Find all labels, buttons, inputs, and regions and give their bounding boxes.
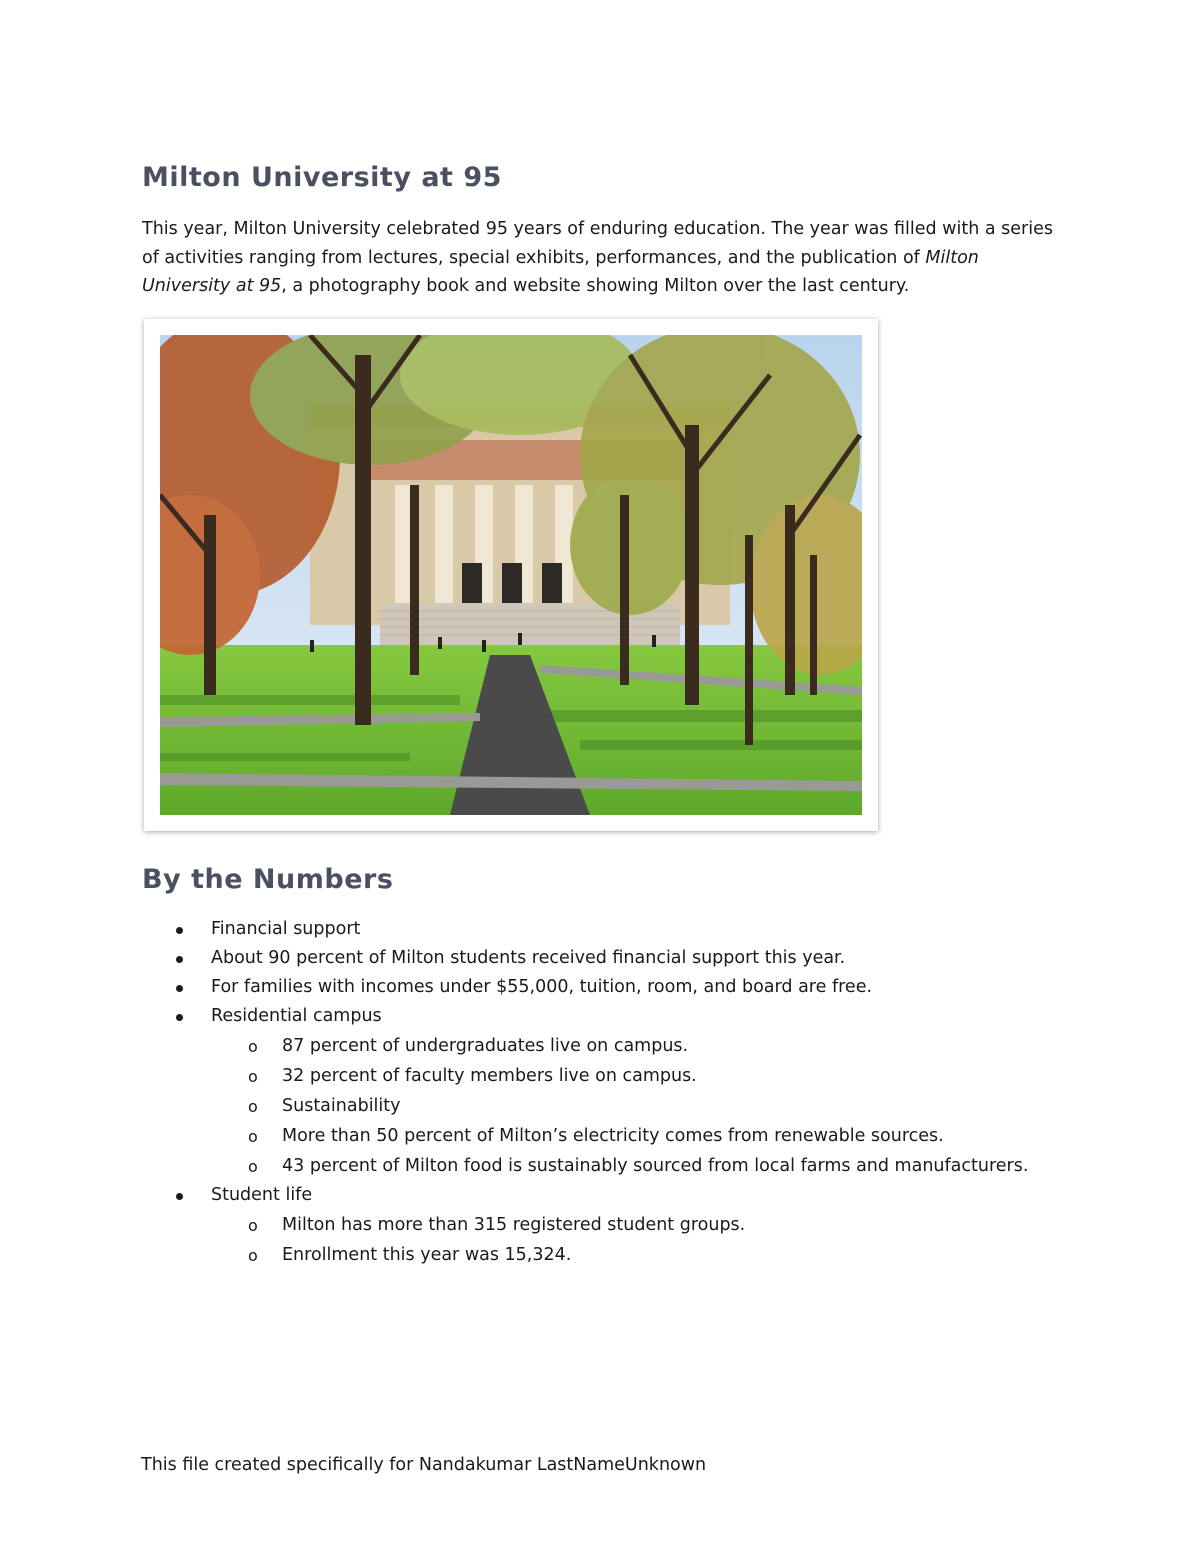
- list-item-text: For families with incomes under $55,000, tuition, room, and board are free.: [211, 977, 873, 997]
- list-sub-item: [142, 1092, 1028, 1121]
- list-sub-item: [142, 1062, 1028, 1091]
- sub-bullet-icon: o: [248, 1067, 258, 1086]
- list-item: [142, 1181, 1028, 1210]
- list-item-text: Student life: [211, 1185, 313, 1205]
- intro-book-title: Milton University at 95: [142, 247, 979, 296]
- sub-bullet-icon: o: [248, 1037, 258, 1056]
- sub-bullet-icon: o: [248, 1157, 258, 1176]
- list-item-text: Financial support: [211, 919, 361, 939]
- section-heading: By the Numbers: [142, 864, 394, 895]
- list-item-text: Residential campus: [211, 1006, 382, 1026]
- campus-photo: [160, 335, 862, 815]
- list-item-text: More than 50 percent of Milton’s electricity comes from renewable sources.: [282, 1126, 944, 1146]
- footer-text: This file created specifically for Nandakumar LastNameUnknown: [141, 1455, 707, 1475]
- list-item-text: About 90 percent of Milton students received financial support this year.: [211, 948, 846, 968]
- list-item: [142, 944, 1028, 973]
- page-title: Milton University at 95: [142, 162, 502, 193]
- list-item: [142, 973, 1028, 1002]
- list-item-text: Sustainability: [282, 1096, 401, 1116]
- list-item: [142, 1002, 1028, 1031]
- sub-bullet-icon: o: [248, 1127, 258, 1146]
- intro-text-end: , a photography book and website showing Milton over the last century.: [281, 276, 910, 296]
- sub-bullet-icon: o: [248, 1246, 258, 1265]
- intro-text-start: This year, Milton University celebrated 95 years of enduring education. The year was filled with a series of activities ranging from lectures, special exhibits, performances, and the publication of: [142, 219, 1053, 268]
- sub-bullet-icon: o: [248, 1097, 258, 1116]
- list-sub-item: [142, 1152, 1028, 1181]
- list-sub-item: [142, 1032, 1028, 1061]
- list-item-text: Enrollment this year was 15,324.: [282, 1245, 572, 1265]
- numbers-list: [142, 915, 1028, 1270]
- list-sub-item: [142, 1122, 1028, 1151]
- list-sub-item: [142, 1211, 1028, 1240]
- list-sub-item: [142, 1241, 1028, 1270]
- intro-paragraph: [142, 215, 1062, 301]
- list-item-text: 32 percent of faculty members live on campus.: [282, 1066, 697, 1086]
- photo-frame: [144, 319, 878, 831]
- list-item-text: 43 percent of Milton food is sustainably sourced from local farms and manufacturers.: [282, 1156, 1029, 1176]
- sub-bullet-icon: o: [248, 1216, 258, 1235]
- list-item: [142, 915, 1028, 944]
- list-item-text: 87 percent of undergraduates live on campus.: [282, 1036, 689, 1056]
- list-item-text: Milton has more than 315 registered student groups.: [282, 1215, 746, 1235]
